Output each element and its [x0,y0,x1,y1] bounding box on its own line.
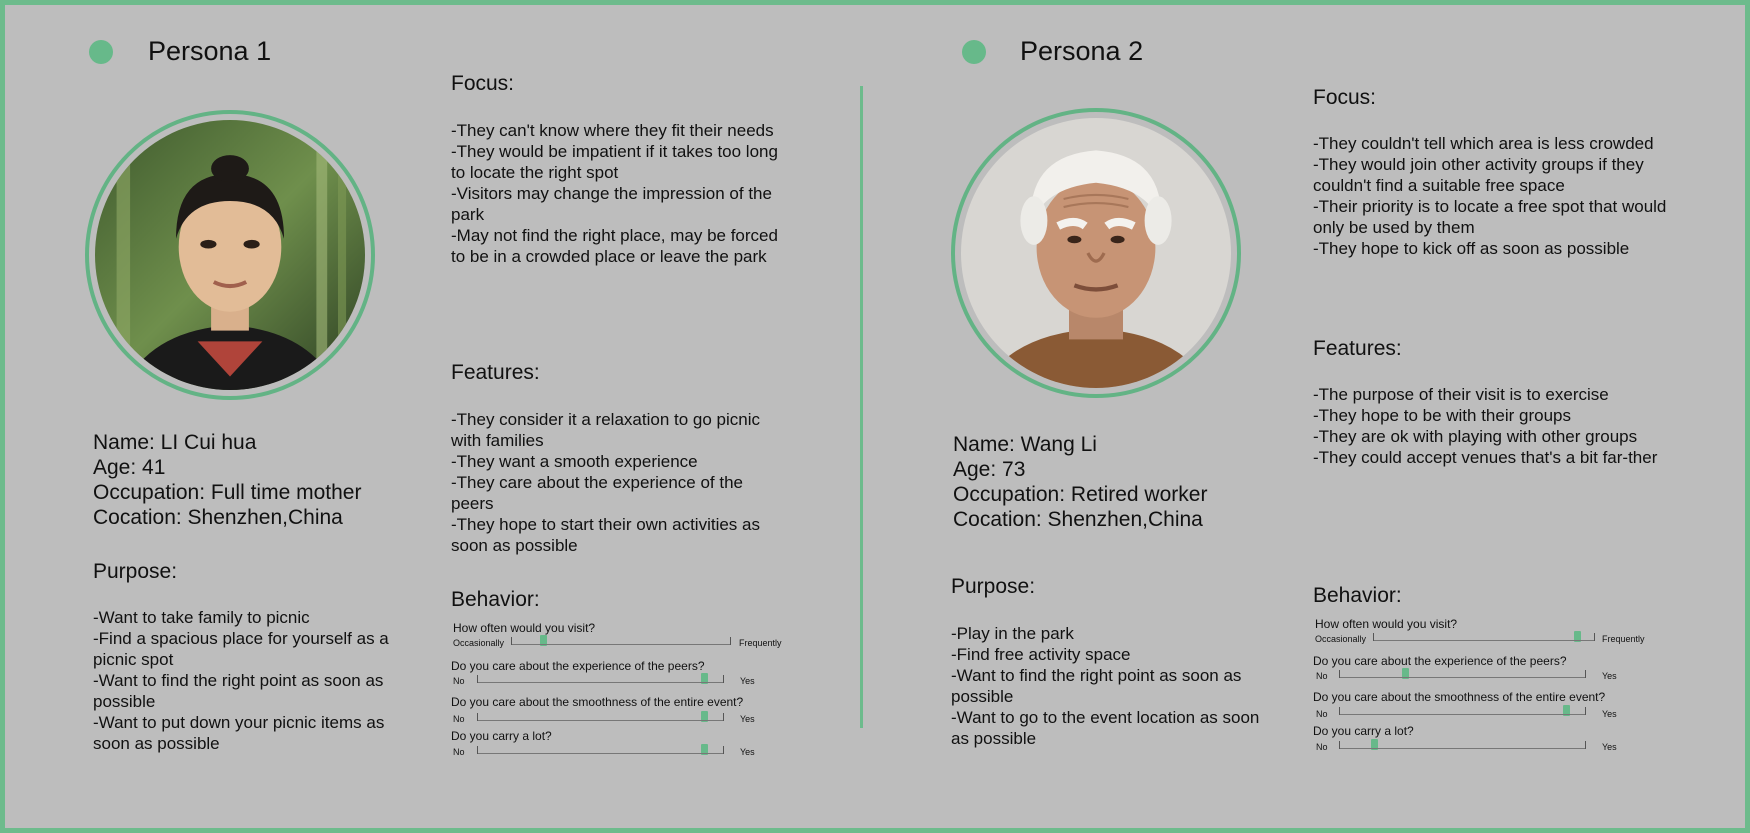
focus-item: -They would join other activity groups if they couldn't find a suitable free space [1313,155,1644,195]
persona-2-purpose-list [951,623,1261,749]
behavior-slider [451,695,791,725]
focus-item: -They hope to kick off as soon as possible [1313,239,1630,258]
slider-question: Do you care about the experience of the peers? [451,659,705,673]
slider-track[interactable] [1339,707,1586,715]
slider-question: Do you care about the smoothness of the entire event? [1313,690,1606,704]
slider-low-label: Occasionally [453,638,505,648]
slider-low-label: No [453,747,465,757]
slider-high-label: Yes [740,714,755,724]
slider-question: How often would you visit? [453,621,596,635]
persona-1-purpose-heading: Purpose: [93,560,178,583]
behavior-slider [451,659,791,689]
persona-2-age: Age: 73 [953,458,1026,481]
behavior-slider [1313,724,1673,754]
persona-1-location: Cocation: Shenzhen,China [93,506,343,529]
slider-high-label: Yes [740,676,755,686]
slider-knob[interactable] [1402,668,1409,679]
slider-knob[interactable] [701,744,708,755]
elderly-man-portrait-icon [961,118,1231,388]
persona-2-photo [951,108,1241,398]
purpose-item: -Want to put down your picnic items as soon as possible [93,713,385,753]
features-item: -They consider it a relaxation to go picnic with families [451,410,760,450]
features-item: -The purpose of their visit is to exercise [1313,385,1609,404]
purpose-item: -Want to find the right point as soon as possible [93,671,384,711]
focus-item: -Their priority is to locate a free spot that would only be used by them [1313,197,1667,237]
slider-high-label: Frequently [1602,634,1645,644]
slider-high-label: Frequently [739,638,782,648]
slider-question: How often would you visit? [1315,617,1458,631]
features-item: -They care about the experience of the peers [451,473,744,513]
persona-1-behavior-heading: Behavior: [451,588,540,611]
persona-2-occupation: Occupation: Retired worker [953,483,1208,506]
features-item: -They could accept venues that's a bit far-ther [1313,448,1658,467]
persona-1-title: Persona 1 [148,36,272,66]
behavior-slider [1313,654,1673,684]
persona-1-focus-list [451,120,786,267]
persona-2-name: Name: Wang Li [953,433,1097,456]
focus-item: -They can't know where they fit their needs [451,121,774,140]
slider-high-label: Yes [1602,671,1617,681]
behavior-slider [453,621,793,651]
persona-2-behavior-heading: Behavior: [1313,584,1402,607]
slider-knob[interactable] [1371,739,1378,750]
persona-2-purpose-heading: Purpose: [951,575,1036,598]
persona-2-focus-list [1313,133,1673,259]
behavior-slider [451,729,791,759]
slider-track[interactable] [1373,633,1595,641]
slider-question: Do you carry a lot? [451,729,552,743]
persona-1-age: Age: 41 [93,456,166,479]
persona-2-title: Persona 2 [1020,36,1144,66]
slider-knob[interactable] [701,711,708,722]
persona-1-features-list [451,409,786,556]
focus-item: -Visitors may change the impression of the park [451,184,772,224]
slider-knob[interactable] [701,673,708,684]
persona-1-details [93,430,433,530]
slider-low-label: No [1316,742,1328,752]
persona-1-occupation: Occupation: Full time mother [93,481,362,504]
persona-1-dot-icon [89,40,113,64]
slider-knob[interactable] [540,635,547,646]
persona-2-dot-icon [962,40,986,64]
persona-2-features-list [1313,384,1673,468]
slider-high-label: Yes [740,747,755,757]
purpose-item: -Find a spacious place for yourself as a picnic spot [93,629,389,669]
behavior-slider [1315,617,1675,647]
focus-item: -They couldn't tell which area is less crowded [1313,134,1654,153]
slider-high-label: Yes [1602,742,1617,752]
slider-low-label: No [453,676,465,686]
persona-2-features-heading: Features: [1313,337,1402,360]
behavior-slider [1313,690,1673,720]
slider-question: Do you carry a lot? [1313,724,1414,738]
slider-high-label: Yes [1602,709,1617,719]
persona-1-photo [85,110,375,400]
slider-knob[interactable] [1563,705,1570,716]
slider-track[interactable] [511,637,731,645]
purpose-item: -Find free activity space [951,645,1131,664]
slider-track[interactable] [477,746,724,754]
focus-item: -They would be impatient if it takes too long to locate the right spot [451,142,778,182]
persona-1-name: Name: LI Cui hua [93,431,257,454]
slider-track[interactable] [477,713,724,721]
purpose-item: -Want to go to the event location as soon as possible [951,708,1260,748]
purpose-item: -Want to find the right point as soon as possible [951,666,1242,706]
features-item: -They hope to start their own activities as soon as possible [451,515,760,555]
persona-2-location: Cocation: Shenzhen,China [953,508,1203,531]
slider-question: Do you care about the smoothness of the entire event? [451,695,744,709]
purpose-item: -Want to take family to picnic [93,608,310,627]
slider-question: Do you care about the experience of the peers? [1313,654,1567,668]
features-item: -They are ok with playing with other groups [1313,427,1638,446]
features-item: -They hope to be with their groups [1313,406,1571,425]
persona-1-focus-heading: Focus: [451,72,515,95]
slider-low-label: No [1316,671,1328,681]
persona-2-details [953,432,1293,532]
slider-low-label: Occasionally [1315,634,1367,644]
persona-2-focus-heading: Focus: [1313,86,1377,109]
slider-track[interactable] [1339,670,1586,678]
purpose-item: -Play in the park [951,624,1074,643]
features-item: -They want a smooth experience [451,452,698,471]
slider-track[interactable] [477,675,724,683]
focus-item: -May not find the right place, may be forced to be in a crowded place or leave the park [451,226,778,266]
slider-low-label: No [453,714,465,724]
persona-1-purpose-list [93,607,393,754]
slider-low-label: No [1316,709,1328,719]
slider-knob[interactable] [1574,631,1581,642]
slider-track[interactable] [1339,741,1586,749]
persona-1-features-heading: Features: [451,361,540,384]
persona-divider [860,86,863,728]
woman-portrait-icon [95,120,365,390]
